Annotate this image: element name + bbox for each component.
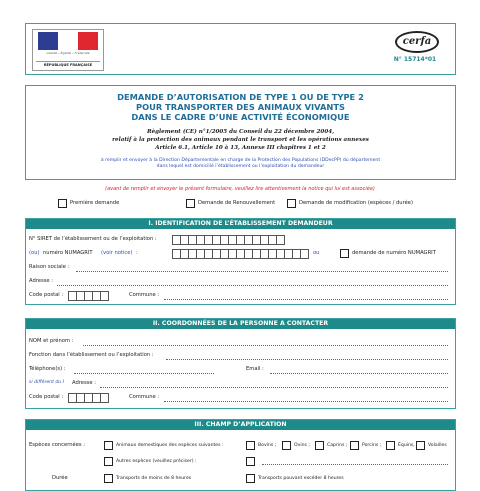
fonction-label: Fonction dans l’établissement ou l’exploitation : xyxy=(29,352,154,358)
email-field[interactable] xyxy=(270,373,448,374)
porcins-checkbox[interactable] xyxy=(350,441,359,450)
email-label: Email : xyxy=(246,366,264,372)
or-prefix: (ou) xyxy=(29,250,40,256)
numagrit-colon: : xyxy=(136,250,138,256)
court-transport-checkbox[interactable] xyxy=(104,474,113,483)
title-line-1: DEMANDE D’AUTORISATION DE TYPE 1 OU DE TYPE 2 xyxy=(117,92,364,102)
contact-code-postal-label: Code postal : xyxy=(29,394,64,400)
flag-white-band xyxy=(58,32,78,50)
logo-name: RÉPUBLIQUE FRANÇAISE xyxy=(36,61,100,67)
autres-especes-detail-checkbox[interactable] xyxy=(246,457,255,466)
volailles-label: Volailles xyxy=(428,443,447,448)
especes-label: Espèces concernées : xyxy=(29,442,86,448)
contact-adresse-field[interactable] xyxy=(100,387,448,388)
numagrit-cells[interactable] xyxy=(172,249,308,259)
code-postal-label: Code postal : xyxy=(29,292,64,298)
voir-notice-label: (voir notice) xyxy=(101,250,133,256)
renewal-checkbox[interactable] xyxy=(186,199,195,208)
cerfa-number: N° 15714*01 xyxy=(393,56,437,63)
long-transport-checkbox[interactable] xyxy=(246,474,255,483)
equins-checkbox[interactable] xyxy=(386,441,395,450)
ovins-label: Ovins ; xyxy=(294,443,310,448)
first-request-label: Première demande xyxy=(70,200,120,206)
caprins-checkbox[interactable] xyxy=(315,441,324,450)
commune-field[interactable] xyxy=(164,299,448,300)
long-transport-label: Transports pouvant excéder 8 heures xyxy=(258,476,344,481)
title-line-3: DANS LE CADRE D’UNE ACTIVITÉ ÉCONOMIQUE xyxy=(131,112,350,122)
section-2-title: II. COORDONNÉES DE LA PERSONNE A CONTACTER xyxy=(26,319,455,329)
adresse-field[interactable] xyxy=(57,285,448,286)
bovins-label: Bovins ; xyxy=(258,443,277,448)
regulation-line-2: relatif à la protection des animaux pendant le transport et les opérations annexes xyxy=(112,137,369,143)
flag-blue-band xyxy=(38,32,58,50)
court-transport-label: Transports de moins de 8 heures xyxy=(116,476,192,481)
numagrit-request-checkbox[interactable] xyxy=(340,249,349,258)
autres-especes-label: Autres espèces (veuillez préciser) : xyxy=(116,459,197,464)
ovins-checkbox[interactable] xyxy=(282,441,291,450)
raison-sociale-label: Raison sociale : xyxy=(29,264,70,270)
numagrit-label: numéro NUMAGRIT xyxy=(43,250,93,256)
modification-checkbox[interactable] xyxy=(287,199,296,208)
autres-especes-field[interactable] xyxy=(262,464,448,465)
section-3-title: III. CHAMP D’APPLICATION xyxy=(26,420,455,430)
fonction-field[interactable] xyxy=(166,359,448,360)
nom-prenom-label: NOM et prénom : xyxy=(29,338,74,344)
first-request-checkbox[interactable] xyxy=(58,199,67,208)
domestiques-label: Animaux domestiques des espèces suivantes : xyxy=(116,443,224,448)
bovins-checkbox[interactable] xyxy=(246,441,255,450)
section-3 xyxy=(25,419,456,491)
volailles-checkbox[interactable] xyxy=(416,441,425,450)
commune-label: Commune : xyxy=(129,292,160,298)
cerfa-logo: cerfa xyxy=(395,31,439,53)
contact-adresse-label: Adresse : xyxy=(72,380,96,386)
siret-label: N° SIRET de l’établissement ou de l’exploitation : xyxy=(29,236,157,242)
duree-label: Durée xyxy=(52,475,68,481)
renewal-label: Demande de Renouvellement xyxy=(198,200,276,206)
or-label: ou xyxy=(313,250,320,256)
regulation-line-3: Article 6.1, Article 10 à 13, Annexe III chapitres 1 et 2 xyxy=(155,145,326,151)
modification-label: Demande de modification (espèces / durée) xyxy=(299,200,414,206)
regulation-line-1: Règlement (CE) n°1/2005 du Conseil du 22 décembre 2004, xyxy=(146,129,335,135)
contact-commune-label: Commune : xyxy=(129,394,160,400)
equins-label: Équins, xyxy=(398,443,415,448)
republique-francaise-logo xyxy=(32,29,104,71)
numagrit-request-label: demande de numéro NUMAGRIT xyxy=(352,250,436,256)
porcins-label: Porcins ; xyxy=(362,443,382,448)
si-different-label: si différent du I xyxy=(29,380,64,385)
telephone-field[interactable] xyxy=(74,373,214,374)
domestiques-checkbox[interactable] xyxy=(104,441,113,450)
siret-cells[interactable] xyxy=(172,235,284,245)
flag-red-band xyxy=(78,32,98,50)
adresse-label: Adresse : xyxy=(29,278,53,284)
logo-motto: Liberté • Égalité • Fraternité xyxy=(46,51,90,55)
title-line-2: POUR TRANSPORTER DES ANIMAUX VIVANTS xyxy=(136,102,345,112)
telephone-label: Téléphone(s) : xyxy=(29,366,66,372)
instruction-line-1: à remplir et envoyer à la Direction Départementale en charge de la Protection des Populations (DDecPP) du département xyxy=(100,158,381,163)
notice-text: (avant de remplir et envoyer le présent formulaire, veuillez lire attentivement la notice qui lui est associée) xyxy=(105,186,375,192)
nom-prenom-field[interactable] xyxy=(83,345,448,346)
caprins-label: Caprins ; xyxy=(327,443,348,448)
contact-commune-field[interactable] xyxy=(164,401,448,402)
instruction-line-2: dans lequel est domicilié l’établissement ou l’exploitation du demandeur xyxy=(156,164,325,169)
section-1-title: I. IDENTIFICATION DE L’ÉTABLISSEMENT DEMANDEUR xyxy=(26,219,455,229)
code-postal-cells[interactable] xyxy=(68,291,108,301)
raison-sociale-field[interactable] xyxy=(76,271,448,272)
contact-code-postal-cells[interactable] xyxy=(68,393,108,403)
autres-especes-checkbox[interactable] xyxy=(104,457,113,466)
